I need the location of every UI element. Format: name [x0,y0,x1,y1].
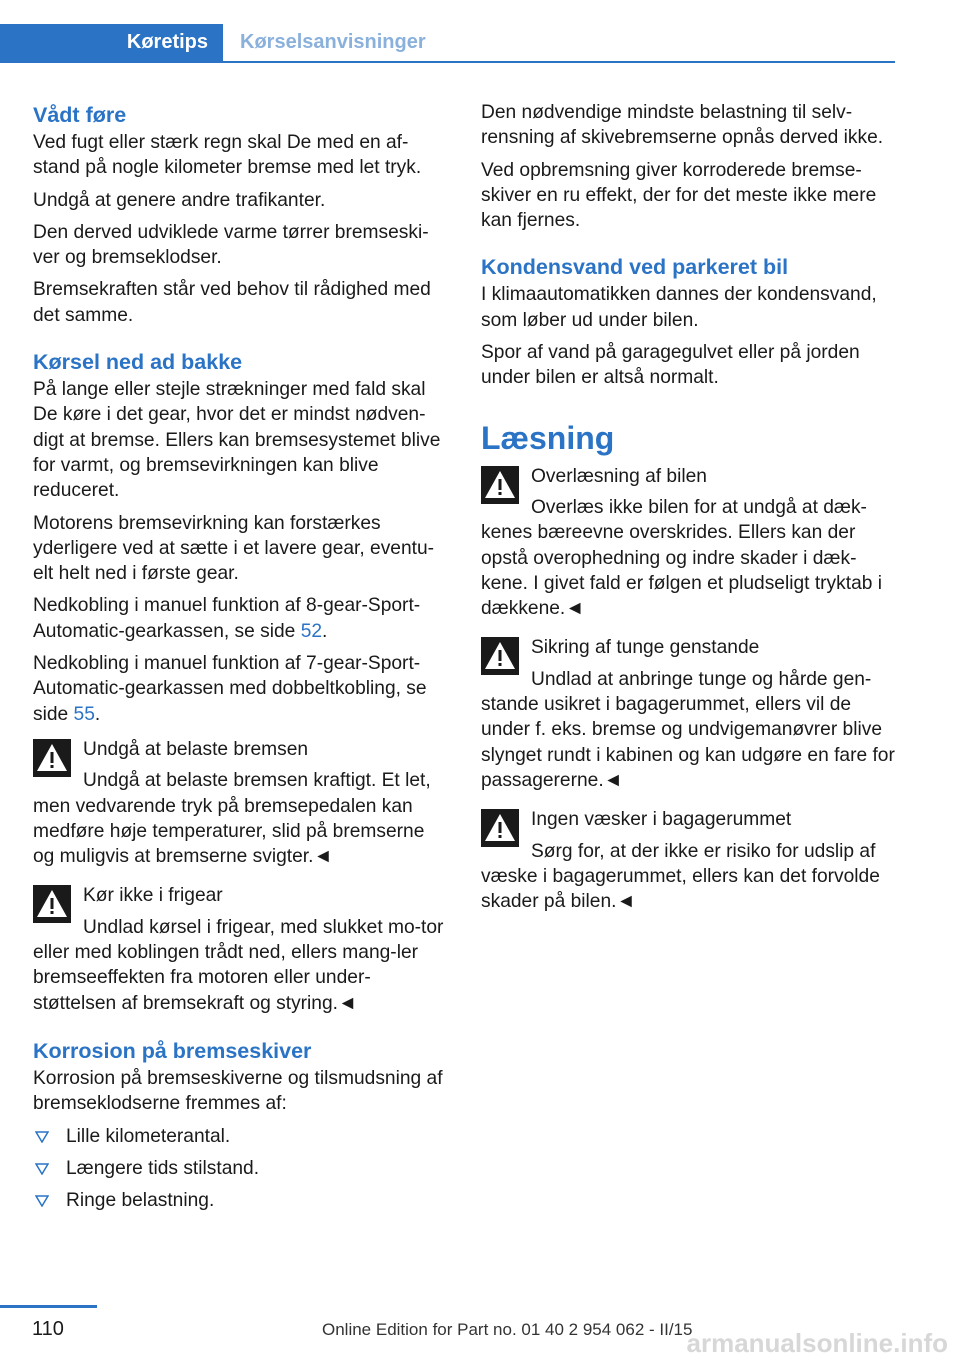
bullet-list [33,1124,447,1214]
warning-icon [481,637,519,675]
paragraph: Korrosion på bremseskiverne og tilsmudsning af bremseklodserne fremmes af: [33,1067,443,1115]
paragraph: Bremsekraften står ved behov til rådighed med det samme. [33,279,431,326]
list-item: Længere tids stilstand. [33,1156,447,1181]
warning-block [481,635,895,793]
page-link-52[interactable]: 52 [300,620,323,642]
warning-title: Kør ikke i frigear [83,885,223,907]
warning-title: Overlæsning af bilen [531,465,707,487]
warning-block [33,883,447,1015]
warning-body: Sørg for, at der ikke er risiko for udslip af væske i bagagerummet, ellers kan det forvolde skader på bilen.◄ [481,840,880,913]
warning-body: Undgå at belaste bremsen kraftigt. Et let, men vedvarende tryk på bremsepedalen kan medføre høje temperaturer, slid på bremserne og muligvis at bremserne svigter.◄ [33,770,431,868]
warning-icon [481,809,519,847]
paragraph: Den nødvendige mindste belastning til selv-rensning af skivebremserne opnås derved ikke. [481,102,884,149]
warning-block [481,807,895,914]
warning-title: Ingen væsker i bagagerummet [531,809,792,831]
section-title-corrosion: Korrosion på bremseskiver [33,1038,312,1063]
paragraph: På lange eller stejle strækninger med fald skal De køre i det gear, hvor det er mindst nødven-digt at bremse. Ellers kan bremsesystemet blive for varmt, og bremsevirkningen kan blive reduceret. [33,379,441,502]
paragraph: I klimaautomatikken dannes der kondensvand, som løber ud under bilen. [481,284,877,331]
paragraph: Undgå at genere andre trafikanter. [33,189,326,211]
section-title-condensation: Kondensvand ved parkeret bil [481,255,789,280]
right-column [481,100,895,922]
warning-block [481,464,895,622]
paragraph-with-link: Nedkobling i manuel funktion af 8-gear-Sport-Automatic-gearkassen, se side 52. [33,595,421,642]
bullet-triangle-icon [35,1195,49,1207]
chapter-title-loading: Læsning [481,419,615,456]
tab-koeretips[interactable]: Køretips [0,24,223,61]
warning-title: Undgå at belaste bremsen [83,738,309,760]
header-tabbar [0,24,895,63]
watermark: armanualsonline.info [686,1328,948,1358]
paragraph: Motorens bremsevirkning kan forstærkes yderligere ved at sætte i et lavere gear, eventu-elt helt ned i første gear. [33,512,435,585]
bullet-triangle-icon [35,1163,49,1175]
section-title-hill: Kørsel ned ad bakke [33,350,243,375]
edition-text: Online Edition for Part no. 01 40 2 954 062 - II/15 [322,1320,693,1339]
page-link-55[interactable]: 55 [73,703,95,725]
paragraph: Ved opbremsning giver korroderede bremse-skiver en ru effekt, der for det meste ikke mere kan fjernes. [481,159,877,232]
warning-body: Overlæs ikke bilen for at undgå at dæk-kenes bæreevne overskrides. Ellers kan der opstå overophedning og indre skader i dæk-kene. I givet fald er følgen et pludseligt tryktab i dækkene.◄ [481,496,883,620]
tab-koerselsanvisninger[interactable]: Kørselsanvisninger [240,31,426,53]
paragraph: Den derved udviklede varme tørrer bremseski-ver og bremseklodser. [33,221,429,269]
warning-icon [33,885,71,923]
bullet-triangle-icon [35,1131,49,1143]
left-column [33,100,447,1220]
list-item: Ringe belastning. [33,1188,447,1213]
warning-body: Undlad kørsel i frigear, med slukket mo-tor eller med koblingen trådt ned, ellers mang-ler bremseeffekten fra motoren eller under-støttelsen af bremsekraft og styring.◄ [33,916,444,1014]
paragraph-with-link: Nedkobling i manuel funktion af 7-gear-Sport-Automatic-gearkassen med dobbeltkobling, se side 55. [33,653,427,725]
list-item: Lille kilometerantal. [33,1124,447,1149]
paragraph: Spor af vand på garagegulvet eller på jorden under bilen er altså normalt. [481,342,860,389]
page-number: 110 [32,1318,64,1340]
paragraph: Ved fugt eller stærk regn skal De med en af-stand på nogle kilometer bremse med let tryk. [33,132,422,179]
warning-title: Sikring af tunge genstande [531,637,760,659]
warning-icon [481,466,519,504]
warning-icon [33,739,71,777]
warning-body: Undlad at anbringe tunge og hårde gen-stande usikret i bagagerummet, ellers vil de under f. eks. bremse og undvigemanøvrer blive slynget rundt i kabinen og kan udgøre en fare for passagererne.◄ [481,668,895,791]
section-title-wet: Vådt føre [33,103,127,127]
warning-block [33,737,447,869]
footer-rule [0,1305,97,1308]
